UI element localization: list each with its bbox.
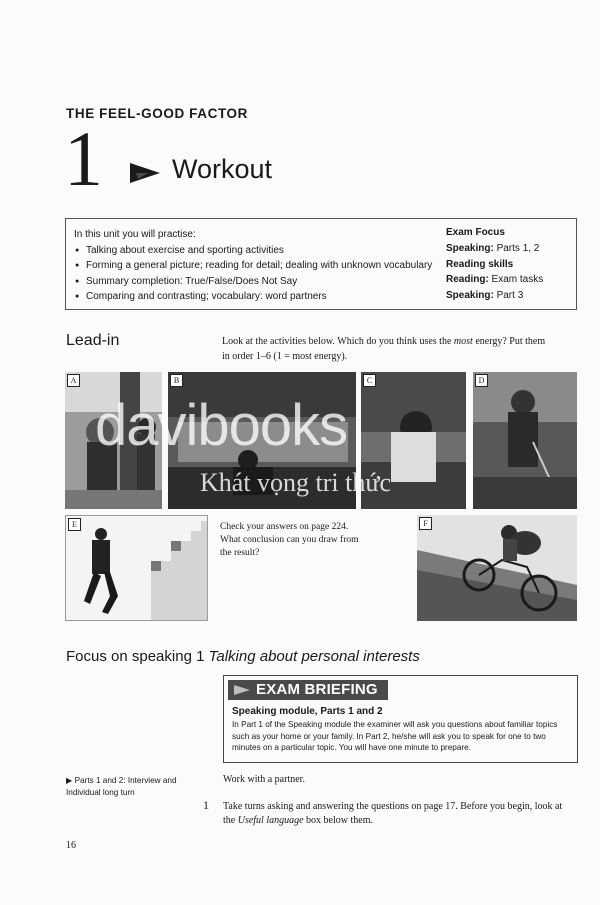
margin-note-text: Parts 1 and 2: Interview and Individual long turn — [66, 776, 177, 797]
check-answers-text: Check your answers on page 224. What conclusion can you draw from the result? — [220, 522, 359, 558]
margin-arrow-icon: ▶ — [66, 776, 75, 785]
exam-line-value: Part 3 — [493, 290, 524, 302]
photo-label: A — [67, 374, 80, 387]
practise-item: ● Talking about exercise and sporting activities — [74, 243, 432, 259]
exam-briefing-box — [223, 675, 578, 763]
unit-overview-box — [65, 218, 577, 310]
exam-line-value: Exam tasks — [488, 274, 544, 286]
photo-label: C — [363, 374, 376, 387]
lead-in-heading: Lead-in — [66, 332, 120, 349]
exam-line-label: Speaking: — [446, 290, 494, 302]
practise-list — [74, 227, 432, 305]
unit-number: 1 — [64, 115, 103, 202]
photo-label: F — [419, 517, 432, 530]
watermark-brand: davibooks — [95, 393, 348, 458]
photo-d-image — [473, 372, 577, 509]
exam-briefing-body: In Part 1 of the Speaking module the examiner will ask you questions about familiar topics such as your home or your family. In Part 2, he/she will ask you to speak for one to two minutes on a particular topic. You will have one minute to prepare. — [232, 720, 558, 752]
briefing-arrow-icon — [232, 683, 252, 697]
lead-in-instructions — [222, 334, 552, 364]
lead-in-text: energy? Put them in order 1–6 (1 = most energy). — [222, 336, 546, 362]
task-number: 1 — [203, 798, 209, 812]
practise-intro: In this unit you will practise: — [74, 229, 196, 240]
photo-label: E — [68, 518, 81, 531]
exam-line-value: Parts 1, 2 — [493, 242, 540, 254]
section-title-subtitle: Talking about personal interests — [208, 648, 420, 665]
play-arrow-icon — [128, 161, 162, 185]
unit-theme-title: THE FEEL-GOOD FACTOR — [66, 106, 249, 121]
exam-line-label: Speaking: — [446, 242, 494, 254]
section-title — [66, 648, 420, 665]
lead-in-text: Look at the activities below. Which do you think uses the — [222, 336, 454, 347]
exam-briefing-banner — [228, 680, 388, 700]
task-text — [223, 800, 563, 828]
task-emphasis: Useful language — [237, 815, 304, 826]
photo-e — [65, 515, 208, 621]
watermark-tagline: Khát vọng tri thức — [200, 468, 392, 497]
unit-name: Workout — [172, 154, 273, 184]
lead-in-emphasis: most — [453, 336, 473, 347]
photo-label: B — [170, 374, 183, 387]
photo-label: D — [475, 374, 488, 387]
work-partner-instruction: Work with a partner. — [223, 774, 305, 785]
photo-e-image — [66, 516, 207, 620]
photo-d — [473, 372, 577, 509]
section-title-main: Focus on speaking 1 — [66, 648, 209, 665]
exam-briefing-heading: Speaking module, Parts 1 and 2 — [232, 706, 383, 717]
exam-line-label: Reading: — [446, 274, 489, 286]
exam-briefing-label: EXAM BRIEFING — [256, 681, 378, 698]
exam-focus-title: Exam Focus — [446, 227, 505, 238]
task-text-part: Take turns asking and answering the questions on page 17. Before you begin, look at the — [223, 801, 563, 826]
photo-f-image — [417, 515, 577, 621]
practise-item: ● Summary completion: True/False/Does Not Say — [74, 274, 432, 290]
photo-f — [417, 515, 577, 621]
exam-focus-column — [446, 225, 543, 304]
exam-line-label: Reading skills — [446, 258, 514, 270]
task-text-part: box below them. — [303, 815, 373, 826]
page-number: 16 — [66, 840, 76, 851]
practise-item: ● Comparing and contrasting; vocabulary: word partners — [74, 289, 432, 305]
margin-note — [66, 775, 206, 799]
practise-item: ● Forming a general picture; reading for detail; dealing with unknown vocabulary — [74, 258, 432, 274]
